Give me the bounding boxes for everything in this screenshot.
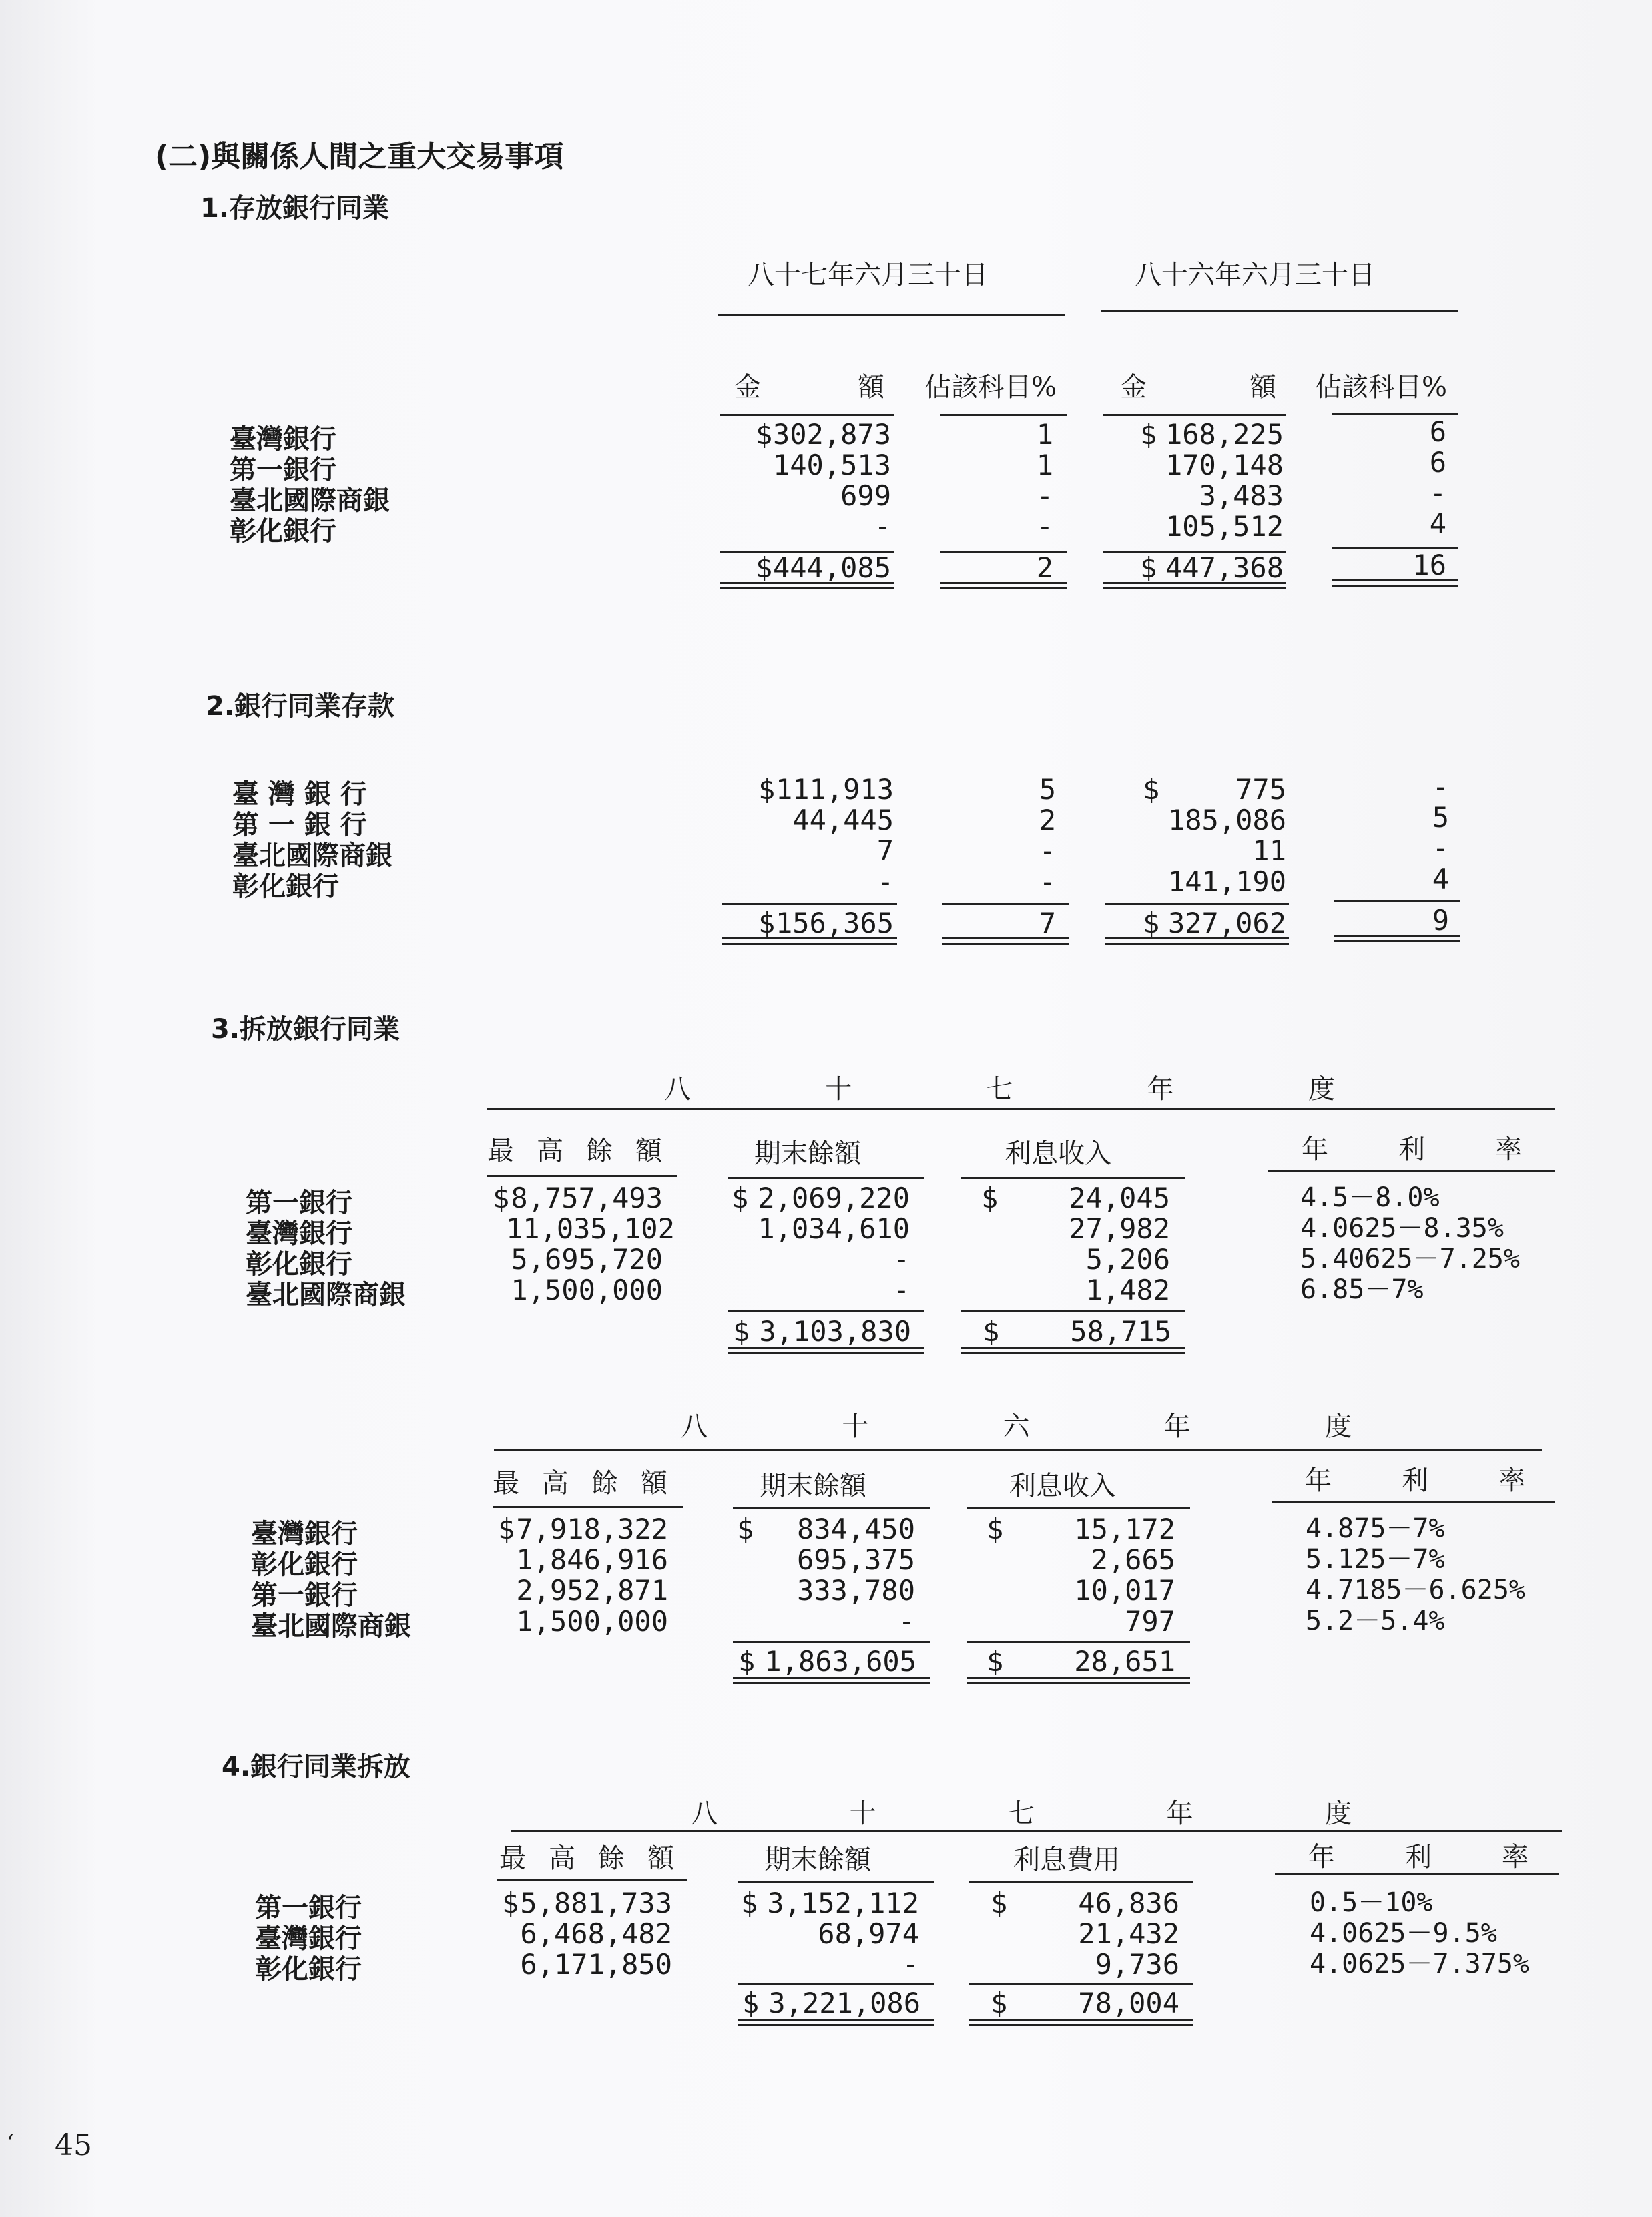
max-balance-currency: $ [493,1182,510,1214]
heading-char: 八 [691,1798,718,1829]
heading-char: 餘 [591,1468,618,1499]
end-balance: 68,974 [818,1917,919,1950]
interest: 21,432 [1078,1917,1179,1950]
s2-double-rule [1334,935,1460,942]
interest: 46,836 [1078,1887,1179,1919]
s3-t86-total-int: 28,651 [1074,1645,1175,1678]
bank-name: 彰化銀行 [232,871,339,902]
s3-rule [961,1177,1185,1179]
heading-char: 年 [1308,1842,1335,1873]
bank-name: 第一銀行 [230,454,336,485]
amount-b: 185,086 [1167,804,1286,836]
heading-char: 六 [1003,1411,1030,1442]
s3-t86-col-max [493,1462,667,1500]
s3-year86-rule [494,1449,1542,1451]
s1-col-amount-b-1: 金 [1120,372,1147,403]
s3-double-rule [961,1347,1185,1354]
s4-rule [497,1879,687,1881]
heading-char: 度 [1308,1074,1335,1105]
heading-char: 十 [825,1074,852,1105]
end-balance: 3,152,112 [767,1887,919,1919]
amount-a: - [876,865,894,898]
percent-a: 1 [1036,449,1053,481]
max-balance: 5,881,733 [520,1887,672,1919]
end-balance: 834,450 [796,1513,915,1545]
max-balance: 7,918,322 [516,1513,668,1545]
heading-char: 年 [1302,1134,1328,1165]
heading-char: 十 [849,1798,876,1829]
annual-rate: 4.0625－9.5% [1310,1918,1497,1949]
interest: 15,172 [1074,1513,1175,1545]
s1-total-a-cur: $ [756,551,773,584]
percent-b: 5 [1432,801,1449,834]
bank-name: 臺灣銀行 [246,1218,352,1249]
interest: 24,045 [1069,1182,1170,1214]
heading-char: 利 [1398,1134,1425,1165]
heading-char: 年 [1163,1411,1191,1442]
interest: 2,665 [1091,1543,1175,1576]
percent-a: - [1036,510,1053,543]
s2-rule [1105,903,1289,905]
s1-period-a: 八十七年六月三十日 [748,260,988,290]
heading-char: 率 [1498,1465,1525,1496]
heading-char: 利 [1402,1465,1428,1496]
heading-char: 七 [986,1074,1013,1105]
annual-rate: 4.0625－7.375% [1310,1949,1529,1979]
s4-year87-rule [511,1830,1562,1832]
heading-char: 度 [1325,1798,1352,1829]
heading-char: 高 [549,1843,575,1874]
s3-col-int: 利息收入 [1005,1138,1111,1169]
amount-a-currency: $ [756,418,773,451]
s1-period-b-rule [1101,310,1458,312]
annual-rate: 5.2－5.4% [1306,1606,1445,1636]
end-balance: - [902,1948,919,1981]
s1-double-rule [720,582,894,589]
max-balance: 1,500,000 [516,1605,668,1638]
amount-b: 141,190 [1167,865,1286,898]
heading-char: 額 [635,1136,662,1166]
s1-total-a-amt: 444,085 [772,551,891,584]
bank-name: 臺 灣 銀 行 [232,778,367,810]
amount-a: 111,913 [775,773,894,806]
s3-rule [733,1641,930,1643]
s2-total-b-pct: 9 [1432,904,1449,937]
s3-col-end: 期末餘額 [754,1138,861,1169]
annual-rate: 4.7185－6.625% [1306,1575,1525,1606]
amount-b: 105,512 [1165,510,1284,543]
s4-double-rule [969,2019,1193,2026]
s4-col-int: 利息費用 [1013,1844,1120,1875]
amount-b: 775 [1235,773,1286,806]
s3-year87-rule [487,1108,1555,1110]
max-balance-currency: $ [502,1887,519,1919]
s4-double-rule [738,2019,934,2026]
end-balance-currency: $ [732,1182,749,1214]
section-1-title: 1.存放銀行同業 [200,193,390,224]
s3-rule [967,1641,1190,1643]
s1-double-rule [1103,582,1286,589]
bank-name: 臺北國際商銀 [230,485,390,516]
percent-a: 1 [1036,418,1053,451]
s3-rule [961,1310,1185,1312]
annual-rate: 0.5－10% [1310,1887,1433,1918]
s1-period-b: 八十六年六月三十日 [1135,260,1375,290]
interest-currency: $ [991,1887,1008,1919]
s1-rule [720,414,894,416]
bank-name: 第一銀行 [246,1187,352,1218]
s2-total-b-amt: 327,062 [1167,907,1286,939]
amount-b: 168,225 [1165,418,1284,451]
s3-t87-total-int: 58,715 [1070,1315,1171,1348]
end-balance: 333,780 [796,1574,915,1607]
heading-char: 率 [1495,1134,1522,1165]
s1-period-a-rule [718,314,1065,316]
s1-col-pct-b: 佔該科目% [1315,372,1448,403]
s2-total-a-amt: 156,365 [775,907,894,939]
s1-col-amount-a-2: 額 [858,372,884,403]
percent-a: - [1039,834,1056,867]
heading-char: 年 [1305,1465,1332,1496]
bank-name: 臺北國際商銀 [246,1279,406,1310]
s1-rule [940,414,1067,416]
amount-b-currency: $ [1143,773,1160,806]
amount-a: 140,513 [772,449,891,481]
s3-t86-col-int: 利息收入 [1009,1471,1116,1501]
max-balance: 1,846,916 [516,1543,668,1576]
s1-rule [1332,413,1458,415]
heading-char: 最 [493,1468,519,1499]
annual-rate: 6.85－7% [1300,1274,1424,1305]
heading-char: 餘 [598,1843,625,1874]
section-2-title: 2.銀行同業存款 [206,691,395,722]
heading-char: 最 [499,1843,526,1874]
s3-year87-heading [664,1068,1335,1106]
s3-rule [728,1177,924,1179]
s4-rule [738,1881,934,1883]
interest: 797 [1125,1605,1175,1638]
s3-year86-heading [681,1405,1352,1443]
interest-currency: $ [981,1182,999,1214]
bank-name: 彰化銀行 [246,1248,352,1280]
s3-double-rule [733,1677,930,1684]
annual-rate: 4.5－8.0% [1300,1182,1440,1213]
interest: 5,206 [1085,1243,1170,1276]
s4-rule [1275,1873,1559,1875]
page-title: (二)與關係人間之重大交易事項 [155,140,564,174]
heading-char: 年 [1147,1074,1174,1105]
s3-col-rate [1302,1128,1522,1166]
s3-rule [493,1506,683,1508]
heading-char: 利 [1405,1842,1432,1873]
amount-a: 302,873 [772,418,891,451]
s1-double-rule [1332,579,1458,587]
bank-name: 臺灣銀行 [255,1923,362,1954]
annual-rate: 4.875－7% [1306,1513,1445,1544]
interest: 9,736 [1095,1948,1179,1981]
heading-char: 年 [1166,1798,1193,1829]
end-balance: 1,034,610 [758,1212,910,1245]
heading-char: 七 [1008,1798,1035,1829]
interest: 27,982 [1069,1212,1170,1245]
max-balance: 6,468,482 [520,1917,672,1950]
s3-t86-total-int-cur: $ [987,1645,1004,1678]
page-number: 45 [55,2128,92,2162]
bank-name: 臺灣銀行 [251,1518,358,1549]
s4-col-rate [1308,1836,1529,1874]
s3-rule [967,1507,1190,1509]
s2-rule [1334,900,1460,902]
heading-char: 最 [487,1136,514,1166]
s4-total-end: 3,221,086 [768,1987,920,2019]
s2-double-rule [942,937,1069,945]
s3-t86-total-end: 1,863,605 [764,1645,916,1678]
percent-a: - [1039,865,1056,898]
end-balance: - [892,1274,910,1306]
s1-col-pct-a: 佔該科目% [924,372,1057,403]
max-balance: 2,952,871 [516,1574,668,1607]
annual-rate: 5.125－7% [1306,1544,1445,1575]
s3-t86-total-end-cur: $ [738,1645,756,1678]
percent-a: 2 [1039,804,1056,836]
heading-char: 八 [664,1074,691,1105]
end-balance-currency: $ [741,1887,758,1919]
percent-a: - [1036,479,1053,512]
s4-rule [969,1881,1193,1883]
s3-t86-col-rate [1305,1459,1525,1497]
s1-double-rule [940,582,1067,589]
s3-t87-total-end: 3,103,830 [759,1315,911,1348]
s1-total-b-cur: $ [1140,551,1157,584]
bank-name: 彰化銀行 [255,1953,362,1985]
s3-col-max [487,1130,662,1168]
s4-total-int-cur: $ [991,1987,1008,2019]
s3-double-rule [728,1347,924,1354]
percent-b: - [1432,832,1449,865]
s3-rule [1272,1501,1555,1503]
bank-name: 彰化銀行 [251,1549,358,1580]
s3-rule [728,1310,924,1312]
interest: 10,017 [1074,1574,1175,1607]
heading-char: 額 [641,1468,667,1499]
percent-b: 6 [1429,446,1446,479]
s1-col-amount-b-2: 額 [1250,372,1276,403]
s4-rule [969,1983,1193,1985]
bank-name: 臺北國際商銀 [251,1610,411,1642]
s3-rule [733,1507,930,1509]
max-balance-currency: $ [498,1513,515,1545]
amount-a-currency: $ [758,773,776,806]
max-balance: 1,500,000 [511,1274,663,1306]
heading-char: 額 [647,1843,674,1874]
s3-t87-total-end-cur: $ [733,1315,750,1348]
heading-char: 八 [681,1411,708,1442]
amount-b: 11 [1252,834,1286,867]
heading-char: 率 [1502,1842,1529,1873]
s4-total-int: 78,004 [1078,1987,1179,2019]
s2-total-a-pct: 7 [1039,907,1056,939]
s1-col-amount-a-1: 金 [734,372,761,403]
s2-double-rule [1105,937,1289,945]
s1-rule [1103,414,1286,416]
s3-t87-total-int-cur: $ [983,1315,1000,1348]
s2-rule [722,903,897,905]
heading-char: 十 [842,1411,869,1442]
amount-b-currency: $ [1140,418,1157,451]
annual-rate: 5.40625－7.25% [1300,1244,1520,1274]
bank-name: 臺灣銀行 [230,423,336,455]
s3-t86-col-end: 期末餘額 [760,1471,866,1501]
s4-year87-heading [691,1792,1352,1830]
heading-char: 餘 [586,1136,613,1166]
s2-rule [942,903,1069,905]
s1-total-b-amt: 447,368 [1165,551,1284,584]
amount-a: 44,445 [792,804,894,836]
percent-b: 4 [1432,863,1449,895]
heading-char: 高 [542,1468,569,1499]
max-balance: 5,695,720 [511,1243,663,1276]
end-balance: - [898,1605,915,1638]
percent-b: 4 [1429,507,1446,540]
s3-rule [1268,1170,1555,1172]
s1-total-a-pct: 2 [1036,551,1053,584]
percent-b: - [1432,770,1449,803]
section-4-title: 4.銀行同業拆放 [222,1752,411,1782]
s4-rule [738,1983,934,1985]
bank-name: 臺北國際商銀 [232,840,392,871]
amount-a: 699 [840,479,891,512]
bank-name: 彰化銀行 [230,515,336,547]
interest: 1,482 [1085,1274,1170,1306]
heading-char: 高 [537,1136,563,1166]
interest-currency: $ [987,1513,1004,1545]
s2-double-rule [722,937,897,945]
percent-b: 6 [1429,415,1446,448]
amount-a: 7 [876,834,894,867]
s2-total-a-cur: $ [758,907,776,939]
percent-b: - [1429,477,1446,509]
max-balance: 6,171,850 [520,1948,672,1981]
s2-total-b-cur: $ [1143,907,1160,939]
max-balance: 11,035,102 [506,1212,675,1245]
s3-double-rule [967,1677,1190,1684]
amount-b: 170,148 [1165,449,1284,481]
bank-name: 第一銀行 [255,1892,362,1923]
amount-b: 3,483 [1199,479,1284,512]
max-balance: 8,757,493 [511,1182,663,1214]
bank-name: 第 一 銀 行 [232,809,367,840]
margin-mark: ‘ [7,2130,14,2156]
section-3-title: 3.拆放銀行同業 [211,1014,400,1045]
s4-col-max [499,1837,674,1875]
heading-char: 度 [1325,1411,1352,1442]
end-balance-currency: $ [737,1513,754,1545]
s4-total-end-cur: $ [742,1987,760,2019]
percent-a: 5 [1039,773,1056,806]
end-balance: 2,069,220 [758,1182,910,1214]
annual-rate: 4.0625－8.35% [1300,1213,1504,1244]
s4-col-end: 期末餘額 [764,1844,871,1875]
amount-a: - [874,510,891,543]
end-balance: - [892,1243,910,1276]
bank-name: 第一銀行 [251,1579,358,1611]
s3-rule [487,1175,677,1177]
end-balance: 695,375 [796,1543,915,1576]
s1-total-b-pct: 16 [1412,549,1446,581]
